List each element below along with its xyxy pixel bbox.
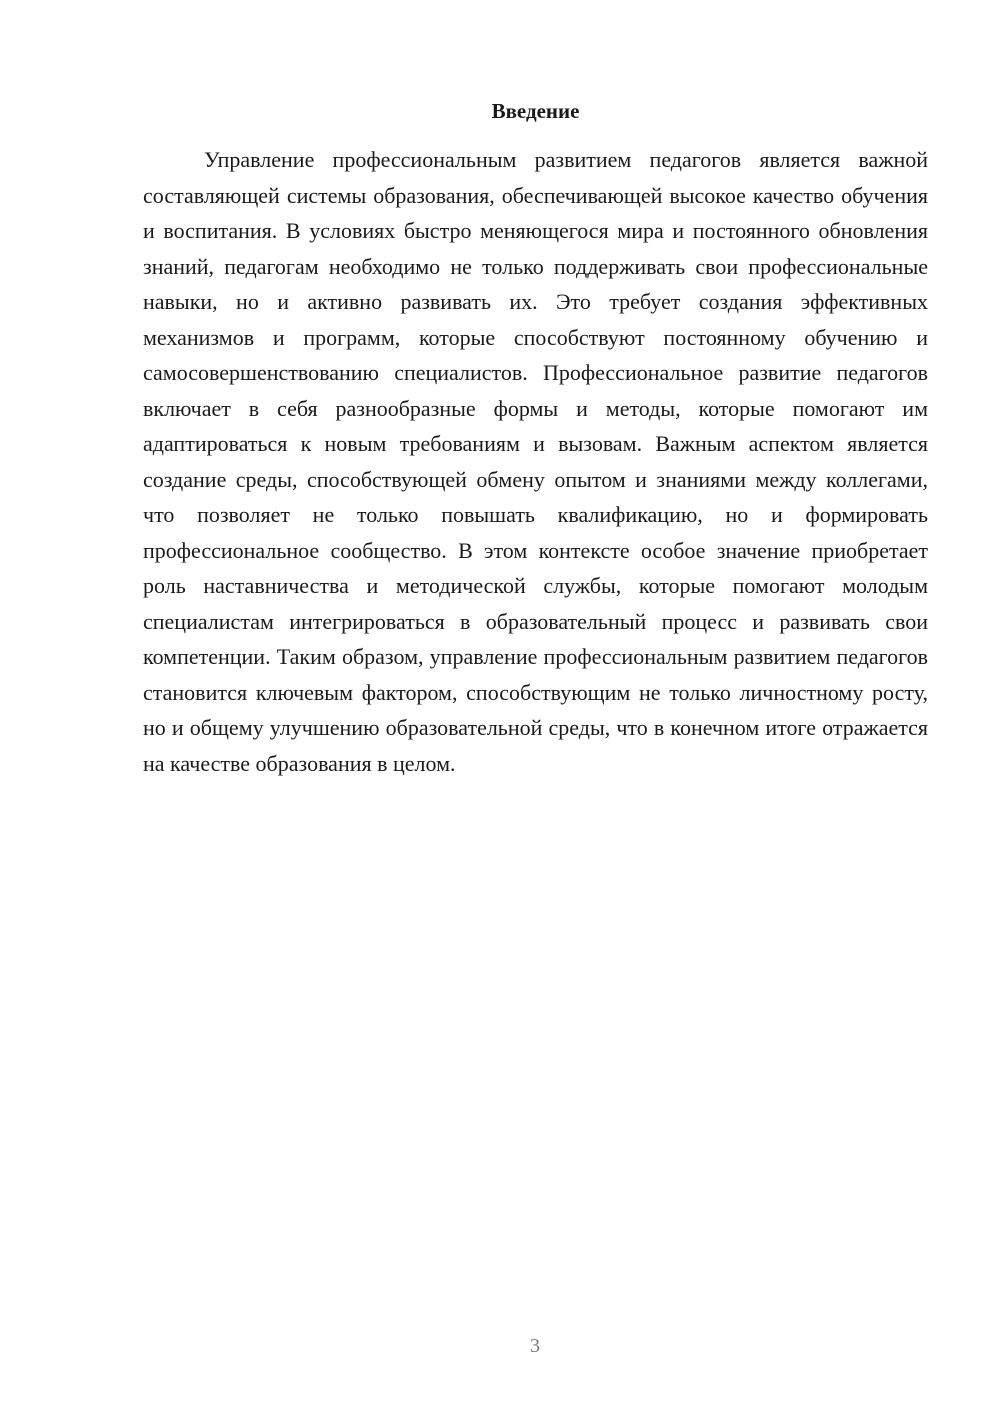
page-number: 3 [530,1335,540,1357]
body-paragraph: Управление профессиональным развитием педагогов является важной составляющей системы образования, обеспечивающей высокое качество обучения и воспитания. В условиях быстро меняющегося мира и постоянного обновления знаний, педагогам необходимо не только поддерживать свои профессиональные навыки, но и активно развивать их. Это требует создания эффективных механизмов и программ, которые способствуют постоянному обучению и самосовершенствованию специалистов. Профессиональное развитие педагогов включает в себя разнообразные формы и методы, которые помогают им адаптироваться к новым требованиям и вызовам. Важным аспектом является создание среды, способствующей обмену опытом и знаниями между коллегами, что позволяет не только повышать квалификацию, но и формировать профессиональное сообщество. В этом контексте особое значение приобретает роль наставничества и методической службы, которые помогают молодым специалистам интегрироваться в образовательный процесс и развивать свои компетенции. Таким образом, управление профессиональным развитием педагогов становится ключевым фактором, способствующим не только личностному росту, но и общему улучшению образовательной среды, что в конечном итоге отражается на качестве образования в целом. [143,147,928,776]
section-heading: Введение [491,99,580,123]
